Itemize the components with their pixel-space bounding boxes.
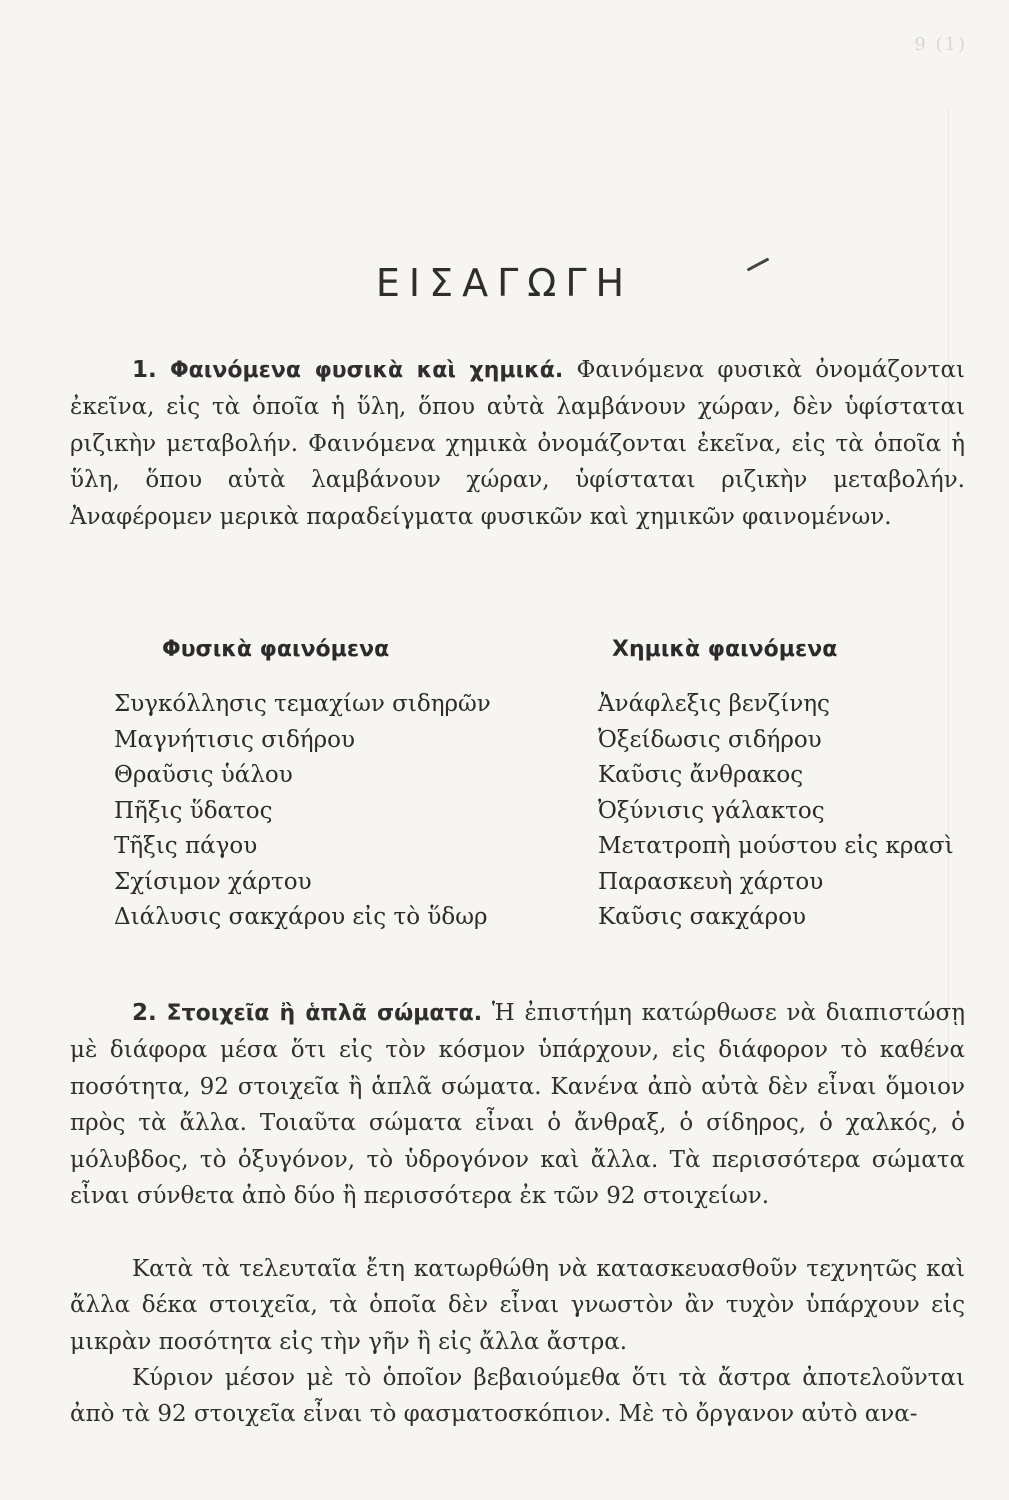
- chemical-phenomena-column: [586, 635, 954, 930]
- chemical-phenomena-heading: Χημικὰ φαινόμενα: [612, 637, 838, 662]
- list-item: Πῆξις ὕδατος: [114, 797, 273, 824]
- physical-phenomena-column: [114, 635, 558, 930]
- section-2-heading: Στοιχεῖα ἢ ἁπλᾶ σώματα.: [166, 1001, 483, 1026]
- section-2-paragraph: [70, 995, 965, 1214]
- section-2-text: Ἡ ἐπιστήμη κατώρθωσε νὰ διαπιστώσῃ μὲ διάφορα μέσα ὅτι εἰς τὸν κόσμον ὑπάρχουν, εἰς διάφορον τὸ καθένα ποσότητα, 92 στοιχεῖα ἢ ἁπλᾶ σώματα. Κανένα ἀπὸ αὐτὰ δὲν εἶναι ὅμοιον πρὸς τὰ ἄλλα. Τοιαῦτα σώματα εἶναι ὁ ἄνθραξ, ὁ σίδηρος, ὁ χαλκός, ὁ μόλυβδος, τὸ ὀξυγόνον, τὸ ὑδρογόνον καὶ ἄλλα. Τὰ περισσότερα σώματα εἶναι σύνθετα ἀπὸ δύο ἢ περισσότερα ἐκ τῶν 92 στοιχείων.: [70, 1000, 965, 1210]
- physical-phenomena-heading: Φυσικὰ φαινόμενα: [162, 637, 390, 662]
- list-item: Μαγνήτισις σιδήρου: [114, 726, 355, 753]
- section-1-text: Φαινόμενα φυσικὰ ὀνομάζονται ἐκεῖνα, εἰς τὰ ὁποῖα ἡ ὕλη, ὅπου αὐτὰ λαμβάνουν χώραν, δὲν ὑφίσταται ριζικὴν μεταβολήν. Φαινόμενα χημικὰ ὀνομάζονται ἐκεῖνα, εἰς τὰ ὁποῖα ἡ ὕλη, ὅπου αὐτὰ λαμβάνουν χώραν, ὑφίσταται ριζικὴν μεταβολήν. Ἀναφέρομεν μερικὰ παραδείγματα φυσικῶν καὶ χημικῶν φαινομένων.: [70, 357, 966, 530]
- section-1-paragraph: [70, 352, 965, 535]
- list-item: Συγκόλλησις τεμαχίων σιδηρῶν: [114, 691, 491, 717]
- section-1-heading: Φαινόμενα φυσικὰ καὶ χημικά.: [169, 358, 564, 383]
- section-2-paragraph-2: Κατὰ τὰ τελευταῖα ἔτη κατωρθώθη νὰ κατασκευασθοῦν τεχνητῶς καὶ ἄλλα δέκα στοιχεῖα, τὰ ὁποῖα δὲν εἶναι γνωστὸν ἂν τυχὸν ὑπάρχουν εἰς μικρὰν ποσότητα εἰς τὴν γῆν ἢ εἰς ἄλλα ἄστρα.: [70, 1256, 965, 1355]
- physical-phenomena-list: [114, 687, 491, 936]
- list-item: Σχίσιμον χάρτου: [114, 868, 312, 895]
- list-item: Ὀξείδωσις σιδήρου: [598, 726, 822, 753]
- page-number: 9 (1): [914, 34, 967, 55]
- list-item: Θραῦσις ὑάλου: [114, 762, 293, 788]
- chapter-title: ΕΙΣΑΓΩΓΗ: [375, 261, 634, 306]
- list-item: Παρασκευὴ χάρτου: [598, 868, 824, 895]
- list-item: Τῆξις πάγου: [114, 833, 258, 859]
- list-item: Μετατροπὴ μούστου εἰς κρασὶ: [598, 833, 954, 859]
- list-item: Διάλυσις σακχάρου εἰς τὸ ὕδωρ: [114, 904, 488, 930]
- section-2-paragraph-3: Κύριον μέσον μὲ τὸ ὁποῖον βεβαιούμεθα ὅτι τὰ ἄστρα ἀποτελοῦνται ἀπὸ τὰ 92 στοιχεῖα εἶναι τὸ φασματοσκόπιον. Μὲ τὸ ὄργανον αὐτὸ ανα-: [70, 1365, 965, 1428]
- chemical-phenomena-list: [598, 687, 954, 936]
- section-1-number: 1.: [132, 357, 157, 383]
- section-2-number: 2.: [132, 1000, 157, 1026]
- list-item: Ἀνάφλεξις βενζίνης: [598, 691, 830, 717]
- list-item: Καῦσις ἄνθρακος: [598, 762, 804, 788]
- list-item: Καῦσις σακχάρου: [598, 904, 807, 930]
- bleed-through-frame: [948, 108, 989, 1088]
- list-item: Ὀξύνισις γάλακτος: [598, 797, 825, 824]
